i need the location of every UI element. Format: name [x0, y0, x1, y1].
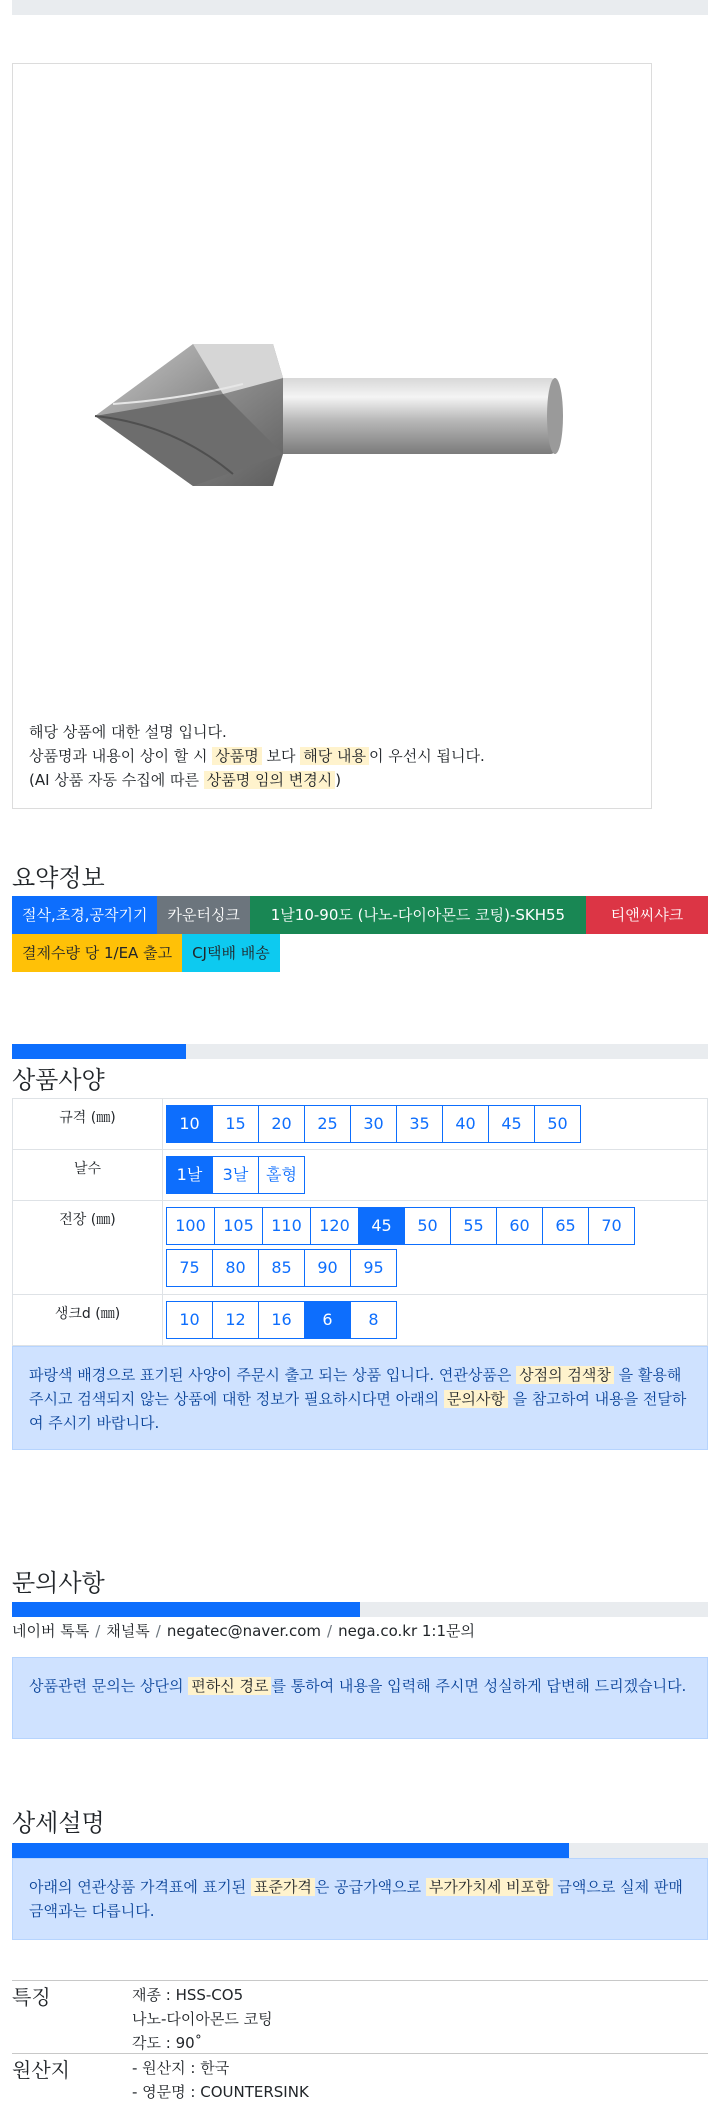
countersink-bit-icon: [83, 274, 583, 534]
alert-highlight: 편하신 경로: [188, 1677, 271, 1695]
product-notice: [29, 720, 485, 792]
features-label: 특징: [12, 1985, 51, 2009]
badge-row-1: [12, 896, 708, 934]
spec-row-size: [13, 1099, 708, 1150]
spec-option-button[interactable]: 15: [212, 1105, 259, 1143]
naver-talk-link[interactable]: 네이버 톡톡: [12, 1622, 90, 1640]
website-inquiry-link[interactable]: nega.co.kr 1:1문의: [338, 1622, 475, 1640]
product-image-card: [12, 63, 652, 809]
notice-line-1: 해당 상품에 대한 설명 입니다.: [29, 723, 227, 741]
spec-option-button[interactable]: 60: [496, 1207, 543, 1245]
alert-text: 을 참고하여 내용을 전달하여 주시기 바랍니다.: [29, 1390, 687, 1432]
spec-option-button[interactable]: 1날: [166, 1156, 213, 1194]
spec-option-button[interactable]: 85: [258, 1249, 305, 1287]
spec-row-shank: [13, 1295, 708, 1346]
option-group-length: [166, 1207, 707, 1287]
alert-highlight: 상점의 검색창: [516, 1366, 614, 1384]
top-divider-bar: [12, 0, 708, 15]
spec-option-button[interactable]: 20: [258, 1105, 305, 1143]
spec-progress-fill: [12, 1044, 186, 1059]
features-list: [132, 1983, 273, 2055]
inquiry-progress-bar: [12, 1602, 708, 1617]
brand-badge: 티앤씨샤크: [586, 896, 708, 934]
spec-table: [12, 1098, 708, 1346]
alert-highlight: 문의사항: [444, 1390, 508, 1408]
spec-option-button[interactable]: 90: [304, 1249, 351, 1287]
spec-label: 날수: [13, 1150, 163, 1201]
spec-option-button[interactable]: 75: [166, 1249, 213, 1287]
separator: /: [155, 1622, 161, 1640]
origin-item: - 영문명 : COUNTERSINK: [132, 2083, 309, 2101]
option-group-size: [166, 1105, 707, 1143]
features-section: [12, 1980, 708, 2052]
option-group-shank: [166, 1301, 707, 1339]
spec-label: 규격 (㎜): [13, 1099, 163, 1150]
model-badge: 1날10-90도 (나노-다이아몬드 코팅)-SKH55: [250, 896, 586, 934]
spec-options: [163, 1150, 708, 1201]
spec-label: 전장 (㎜): [13, 1201, 163, 1295]
spec-option-button[interactable]: 105: [214, 1207, 263, 1245]
spec-option-button[interactable]: 45: [488, 1105, 535, 1143]
channel-talk-link[interactable]: 채널톡: [106, 1622, 150, 1640]
spec-option-button[interactable]: 25: [304, 1105, 351, 1143]
spec-option-button[interactable]: 30: [350, 1105, 397, 1143]
origin-item: - 원산지 : 한국: [132, 2059, 230, 2077]
notice-text: (AI 상품 자동 수집에 따른: [29, 771, 204, 789]
alert-text: 상품관련 문의는 상단의: [29, 1677, 189, 1695]
spec-option-button[interactable]: 6: [304, 1301, 351, 1339]
notice-highlight: 상품명: [212, 747, 261, 765]
summary-badges: [12, 896, 708, 972]
spec-option-button[interactable]: 65: [542, 1207, 589, 1245]
detail-progress-fill: [12, 1843, 569, 1858]
spec-option-button[interactable]: 홀형: [258, 1156, 305, 1194]
inquiry-info-alert: [12, 1657, 708, 1739]
alert-text: 를 통하여 내용을 입력해 주시면 성실하게 답변해 드리겠습니다.: [271, 1677, 687, 1695]
option-group-flutes: [166, 1156, 707, 1194]
spec-options: [163, 1201, 708, 1295]
alert-text: 은 공급가액으로: [314, 1878, 426, 1896]
notice-highlight: 해당 내용: [300, 747, 369, 765]
badge-row-2: [12, 934, 708, 972]
spec-title: 상품사양: [12, 1066, 105, 1094]
spec-option-button[interactable]: 110: [262, 1207, 311, 1245]
alert-highlight: 표준가격: [251, 1878, 315, 1896]
spec-option-button[interactable]: 16: [258, 1301, 305, 1339]
spec-option-button[interactable]: 40: [442, 1105, 489, 1143]
type-badge: 카운터싱크: [157, 896, 249, 934]
inquiry-progress-fill: [12, 1602, 360, 1617]
feature-item: 재종 : HSS-CO5: [132, 1986, 244, 2004]
spec-option-button[interactable]: 120: [310, 1207, 359, 1245]
shipping-badge: CJ택배 배송: [182, 934, 280, 972]
option-button-row: [166, 1207, 707, 1245]
detail-title: 상세설명: [12, 1809, 105, 1837]
email-link[interactable]: negatec@naver.com: [166, 1622, 322, 1640]
inquiry-title: 문의사항: [12, 1569, 105, 1597]
notice-text: ): [335, 771, 342, 789]
notice-text: 상품명과 내용이 상이 할 시: [29, 747, 213, 765]
quantity-badge: 결제수량 당 1/EA 출고: [12, 934, 182, 972]
spec-progress-bar: [12, 1044, 708, 1059]
notice-text: 이 우선시 됩니다.: [368, 747, 485, 765]
spec-option-button[interactable]: 12: [212, 1301, 259, 1339]
spec-option-button[interactable]: 50: [534, 1105, 581, 1143]
category-badge: 절삭,초경,공작기기: [12, 896, 157, 934]
spec-info-alert: [12, 1346, 708, 1450]
summary-title: 요약정보: [12, 864, 105, 892]
contact-links: [12, 1620, 475, 1641]
feature-item: 각도 : 90˚: [132, 2034, 203, 2052]
spec-option-button[interactable]: 55: [450, 1207, 497, 1245]
alert-highlight: 부가가치세 비포함: [426, 1878, 553, 1896]
spec-option-button[interactable]: 45: [358, 1207, 405, 1245]
spec-option-button[interactable]: 95: [350, 1249, 397, 1287]
detail-info-alert: [12, 1858, 708, 1940]
spec-option-button[interactable]: 10: [166, 1301, 213, 1339]
separator: /: [95, 1622, 101, 1640]
spec-option-button[interactable]: 8: [350, 1301, 397, 1339]
alert-text: 을 활용해 주시고 검색되지 않는 상품에 대한 정보가 필요하시다면 아래의: [29, 1366, 682, 1408]
detail-progress-bar: [12, 1843, 708, 1858]
origin-label: 원산지: [12, 2058, 70, 2082]
separator: /: [327, 1622, 333, 1640]
alert-text: 아래의 연관상품 가격표에 표기된: [29, 1878, 251, 1896]
spec-option-button[interactable]: 10: [166, 1105, 213, 1143]
spec-row-length: [13, 1201, 708, 1295]
alert-text: 금액으로 실제 판매금액과는 다릅니다.: [29, 1878, 683, 1920]
spec-option-button[interactable]: 50: [404, 1207, 451, 1245]
spec-options: [163, 1099, 708, 1150]
alert-text: 파랑색 배경으로 표기된 사양이 주문시 출고 되는 상품 입니다. 연관상품은: [29, 1366, 517, 1384]
spec-row-flutes: [13, 1150, 708, 1201]
spec-option-button[interactable]: 80: [212, 1249, 259, 1287]
notice-highlight: 상품명 임의 변경시: [204, 771, 335, 789]
spec-options: [163, 1295, 708, 1346]
notice-line-2: [29, 744, 485, 768]
notice-line-3: [29, 768, 485, 792]
spec-label: 생크d (㎜): [13, 1295, 163, 1346]
option-button-row: [166, 1249, 707, 1287]
origin-list: [132, 2056, 309, 2101]
notice-text: 보다: [261, 747, 301, 765]
spec-option-button[interactable]: 3날: [212, 1156, 259, 1194]
spec-option-button[interactable]: 70: [588, 1207, 635, 1245]
spec-option-button[interactable]: 100: [166, 1207, 215, 1245]
spec-option-button[interactable]: 35: [396, 1105, 443, 1143]
origin-section: [12, 2053, 708, 2101]
feature-item: 나노-다이아몬드 코팅: [132, 2010, 273, 2028]
